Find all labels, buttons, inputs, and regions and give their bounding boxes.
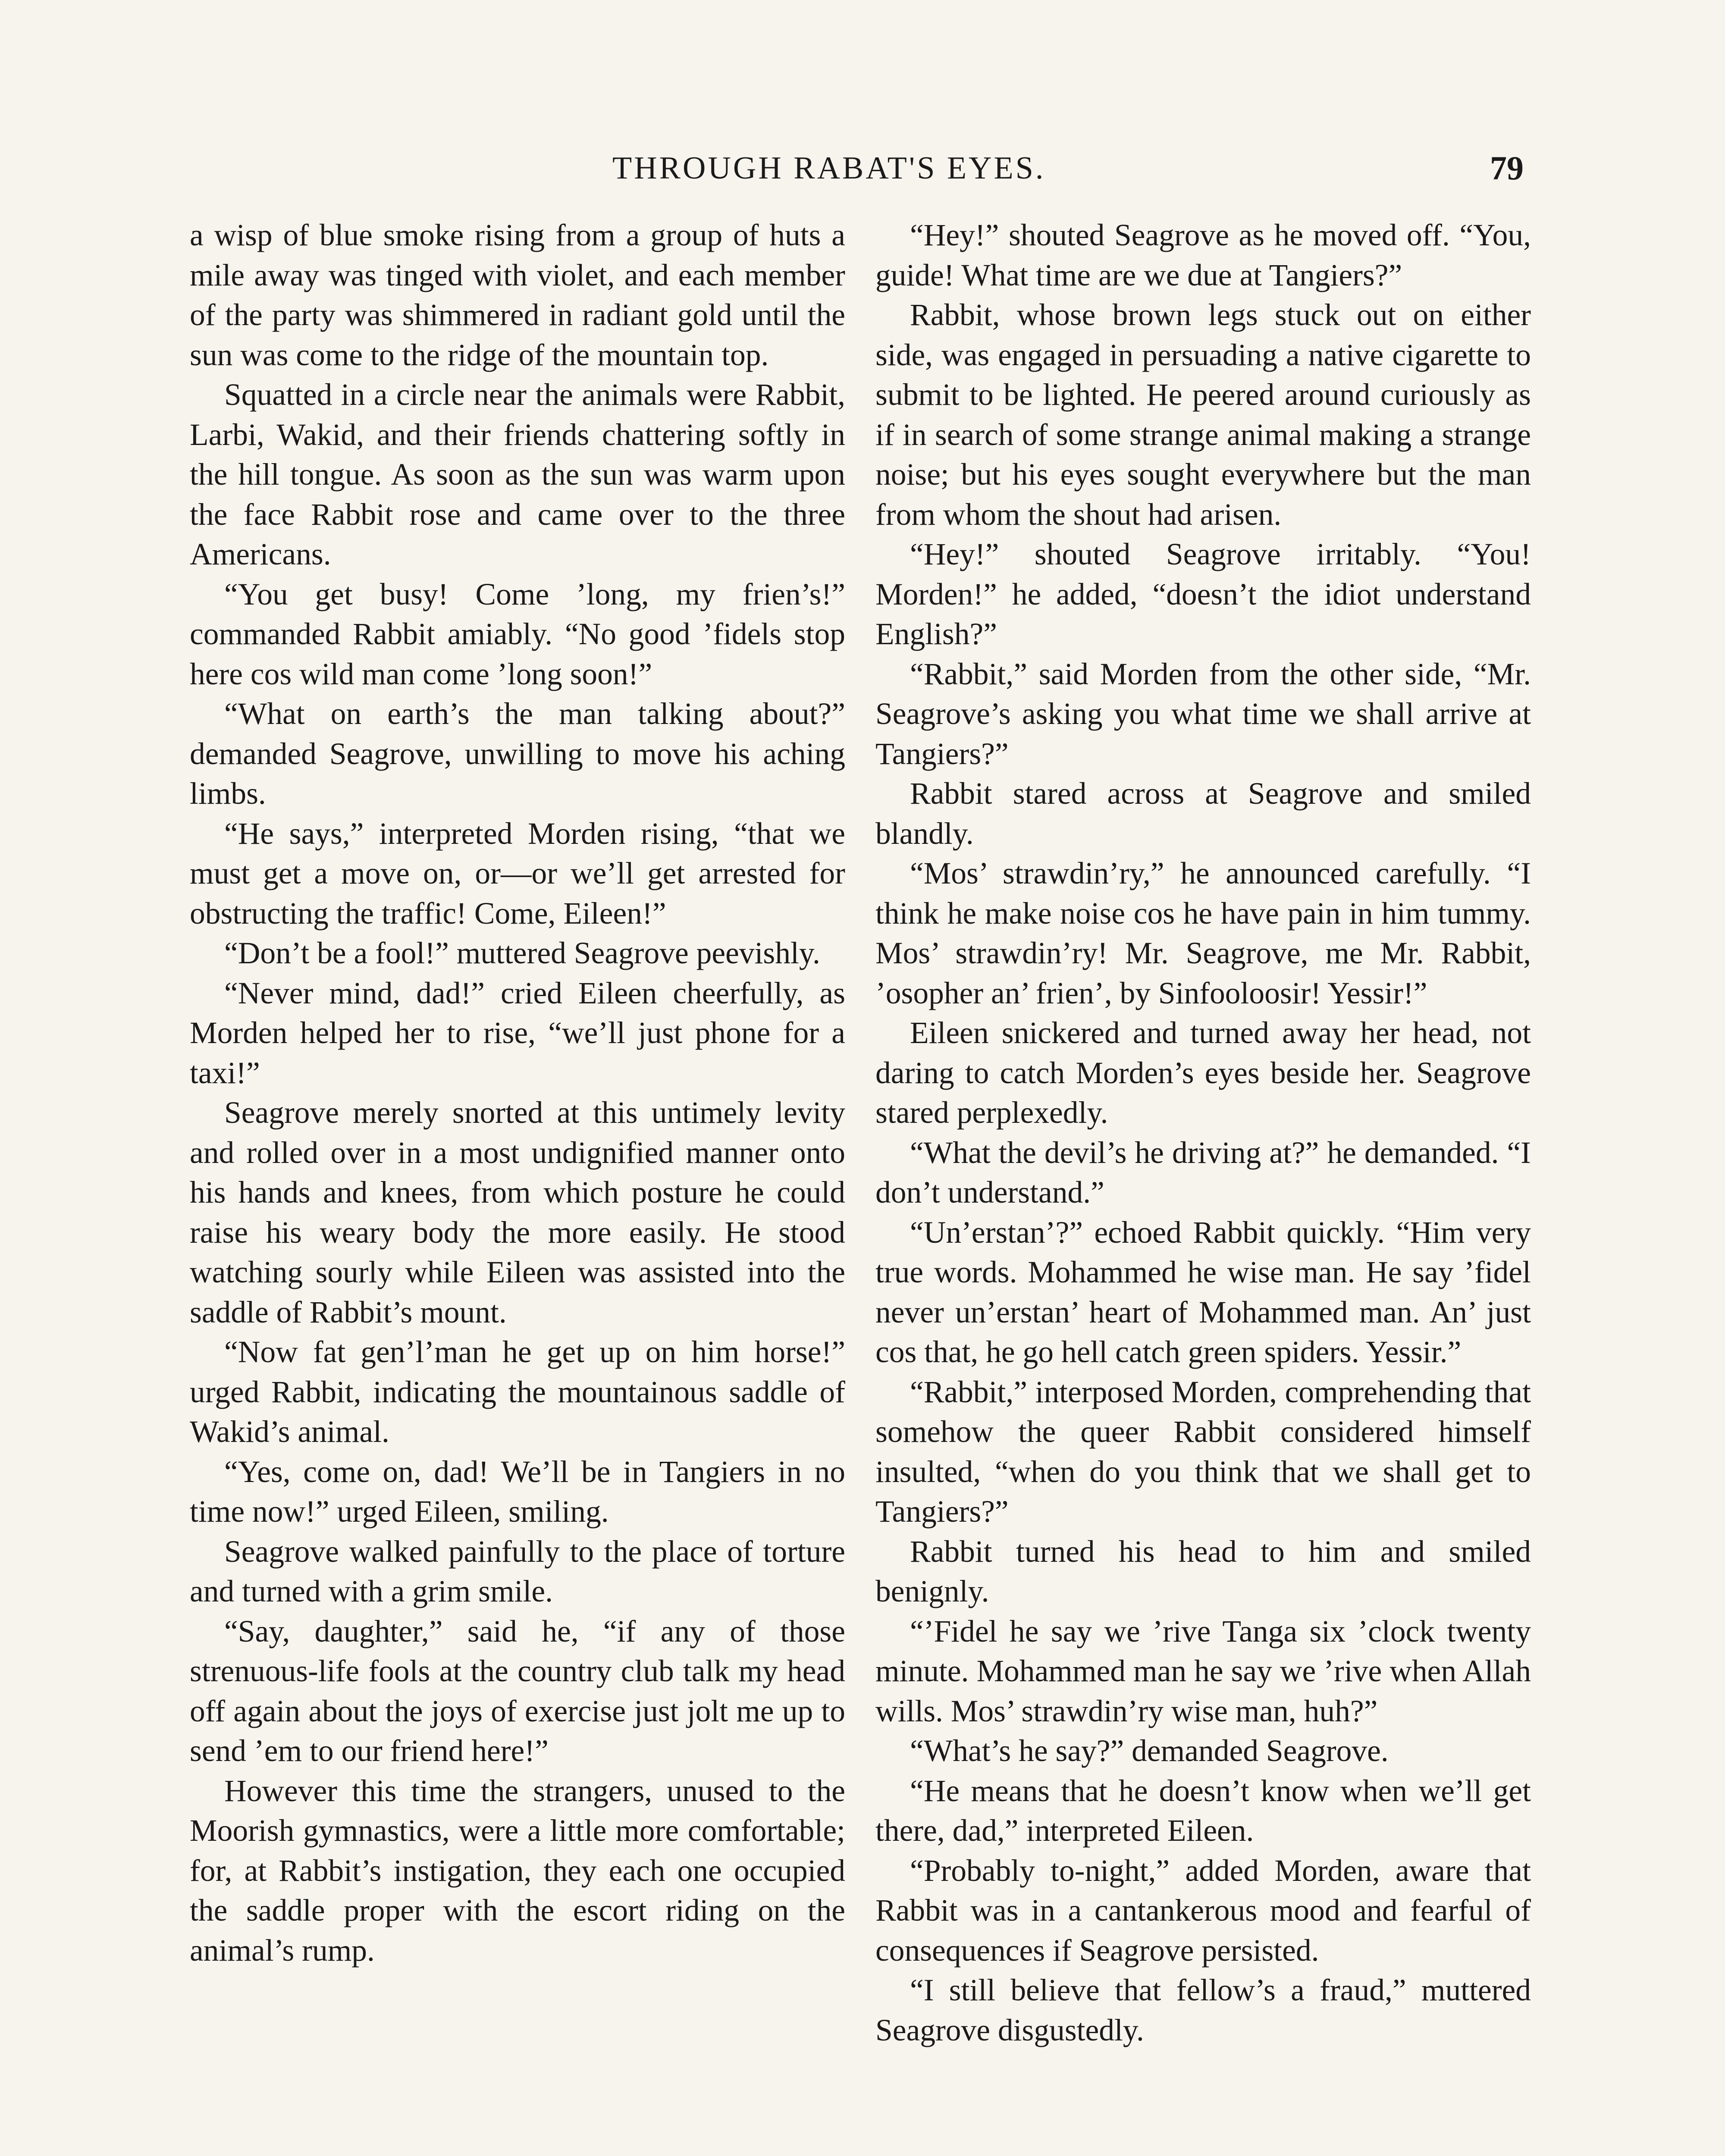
paragraph: “Mos’ strawdin’ry,” he announced carefully. “I think he make noise cos he have pain in him tummy. Mos’ strawdin’ry! Mr. Seagrove, me Mr. Rabbit, ’osopher an’ frien’, by Sinfooloosir! Yessir!”	[875, 856, 1531, 1010]
paragraph: “What on earth’s the man talking about?” demanded Seagrove, unwilling to move his aching limbs.	[190, 697, 845, 811]
paragraph: “Hey!” shouted Seagrove irritably. “You! Morden!” he added, “doesn’t the idiot understand English?”	[875, 537, 1531, 651]
paragraph: “What the devil’s he driving at?” he demanded. “I don’t understand.”	[875, 1135, 1531, 1210]
paragraph: Seagrove walked painfully to the place of torture and turned with a grim smile.	[190, 1534, 845, 1608]
left-column	[190, 216, 845, 1971]
right-column	[875, 216, 1531, 2050]
paragraph: “Yes, come on, dad! We’ll be in Tangiers in no time now!” urged Eileen, smiling.	[190, 1454, 845, 1529]
paragraph: “Probably to-night,” added Morden, aware that Rabbit was in a cantankerous mood and fearful of consequences if Seagrove persisted.	[875, 1853, 1531, 1968]
paragraph: “Rabbit,” interposed Morden, comprehending that somehow the queer Rabbit considered himself insulted, “when do you think that we shall get to Tangiers?”	[875, 1375, 1531, 1529]
paragraph: “He says,” interpreted Morden rising, “that we must get a move on, or—or we’ll get arrested for obstructing the traffic! Come, Eileen!”	[190, 816, 845, 931]
paragraph: “Rabbit,” said Morden from the other side, “Mr. Seagrove’s asking you what time we shall arrive at Tangiers?”	[875, 657, 1531, 771]
paragraph: “Un’erstan’?” echoed Rabbit quickly. “Him very true words. Mohammed he wise man. He say ’fidel never un’erstan’ heart of Mohammed man. An’ just cos that, he go hell catch green spiders. Yessir.”	[875, 1215, 1531, 1369]
paragraph: Squatted in a circle near the animals were Rabbit, Larbi, Wakid, and their friends chattering softly in the hill tongue. As soon as the sun was warm upon the face Rabbit rose and came over to the three Americans.	[190, 378, 845, 571]
paragraph: However this time the strangers, unused to the Moorish gymnastics, were a little more comfortable; for, at Rabbit’s instigation, they each one occupied the saddle proper with the escort riding on the animal’s rump.	[190, 1774, 845, 1968]
paragraph: “Say, daughter,” said he, “if any of those strenuous-life fools at the country club talk my head off again about the joys of exercise just jolt me up to send ’em to our friend here!”	[190, 1614, 845, 1768]
page-header	[0, 144, 1725, 192]
paragraph: a wisp of blue smoke rising from a group of huts a mile away was tinged with violet, and each member of the party was shimmered in radiant gold until the sun was come to the ridge of the mountain top.	[190, 218, 845, 372]
paragraph: “Hey!” shouted Seagrove as he moved off. “You, guide! What time are we due at Tangiers?”	[875, 218, 1531, 292]
running-head: THROUGH RABAT'S EYES.	[612, 150, 1046, 186]
paragraph: “He means that he doesn’t know when we’ll get there, dad,” interpreted Eileen.	[875, 1774, 1531, 1848]
paragraph: “I still believe that fellow’s a fraud,” muttered Seagrove disgustedly.	[875, 1973, 1531, 2047]
paragraph: Rabbit turned his head to him and smiled benignly.	[875, 1534, 1531, 1608]
paragraph: Seagrove merely snorted at this untimely levity and rolled over in a most undignified manner onto his hands and knees, from which posture he could raise his weary body the more easily. He stood watching sourly while Eileen was assisted into the saddle of Rabbit’s mount.	[190, 1096, 845, 1329]
paragraph: “Don’t be a fool!” muttered Seagrove peevishly.	[224, 936, 820, 970]
paragraph: Eileen snickered and turned away her head, not daring to catch Morden’s eyes beside her. Seagrove stared perplexedly.	[875, 1016, 1531, 1130]
paragraph: Rabbit, whose brown legs stuck out on either side, was engaged in persuading a native cigarette to submit to be lighted. He peered around curiously as if in search of some strange animal making a strange noise; but his eyes sought everywhere but the man from whom the shout had arisen.	[875, 298, 1531, 532]
paragraph: “Never mind, dad!” cried Eileen cheerfully, as Morden helped her to rise, “we’ll just phone for a taxi!”	[190, 976, 845, 1090]
paragraph: “’Fidel he say we ’rive Tanga six ’clock twenty minute. Mohammed man he say we ’rive when Allah wills. Mos’ strawdin’ry wise man, huh?”	[875, 1614, 1531, 1728]
paragraph: Rabbit stared across at Seagrove and smiled blandly.	[875, 777, 1531, 851]
paragraph: “You get busy! Come ’long, my frien’s!” commanded Rabbit amiably. “No good ’fidels stop here cos wild man come ’long soon!”	[190, 577, 845, 691]
paragraph: “Now fat gen’l’man he get up on him horse!” urged Rabbit, indicating the mountainous saddle of Wakid’s animal.	[190, 1335, 845, 1449]
paragraph: “What’s he say?” demanded Seagrove.	[910, 1734, 1389, 1768]
page-number: 79	[1490, 149, 1524, 187]
